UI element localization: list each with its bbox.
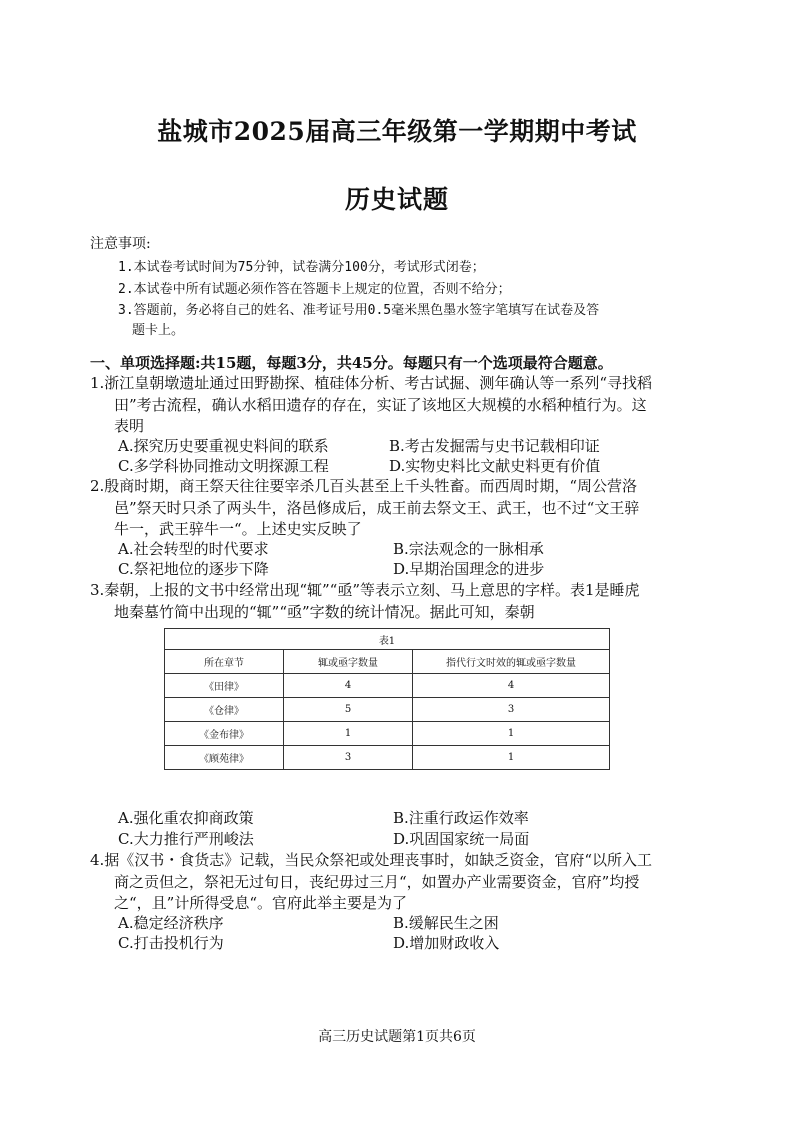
table-cell: 4 xyxy=(413,674,610,698)
option-d: D.增加财政收入 xyxy=(393,934,500,952)
section-heading: 一、单项选择题:共15题，每题3分，共45分。每题只有一个选项最符合题意。 xyxy=(90,354,613,372)
table-caption: 表1 xyxy=(165,629,610,650)
question-stem: 表明 xyxy=(114,417,145,435)
table-cell: 《顾苑律》 xyxy=(165,746,284,770)
option-b: B.考古发掘需与史书记载相印证 xyxy=(389,437,600,455)
option-d: D.巩固国家统一局面 xyxy=(393,830,530,848)
option-c: C.大力推行严刑峻法 xyxy=(118,830,254,848)
option-c: C.祭祀地位的逐步下降 xyxy=(118,560,269,578)
question-3 xyxy=(90,580,710,623)
question-stem: 3.秦朝，上报的文书中经常出现“辄”“亟”等表示立刻、马上意思的字样。表1是睡虎 xyxy=(90,581,640,599)
table-row xyxy=(165,698,610,722)
question-stem: 邑”祭天时只杀了两头牛，洛邑修成后，成王前去祭文王、武王，也不过“文王骍 xyxy=(114,498,640,517)
table-cell: 《田律》 xyxy=(165,674,284,698)
table-1 xyxy=(164,628,610,770)
option-b: B.注重行政运作效率 xyxy=(393,809,529,827)
table-cell: 4 xyxy=(284,674,413,698)
table-cell: 1 xyxy=(413,722,610,746)
option-d: D.实物史料比文献史料更有价值 xyxy=(389,457,601,475)
table-row xyxy=(165,746,610,770)
exam-title: 盐城市2025届高三年级第一学期期中考试 xyxy=(157,117,637,146)
option-a: A.探究历史要重视史料间的联系 xyxy=(118,437,329,455)
question-stem: 商之贡但之，祭祀无过旬日，丧纪毋过三月“，如置办产业需要资金，官府”均授 xyxy=(114,872,640,891)
option-a: A.稳定经济秩序 xyxy=(118,914,224,932)
table-header: 指代行文时效的辄或亟字数量 xyxy=(413,650,610,674)
note-item: 题卡上。 xyxy=(132,323,185,338)
question-stem: 4.据《汉书・食货志》记载，当民众祭祀或处理丧事时，如缺乏资金，官府“以所入工 xyxy=(90,851,652,869)
question-stem: 之“，且”计所得受息“。官府此举主要是为了 xyxy=(114,894,408,912)
option-a: A.强化重农抑商政策 xyxy=(118,809,254,827)
option-d: D.早期治国理念的进步 xyxy=(393,560,545,578)
question-stem: 牛一，武王骍牛一“。上述史实反映了 xyxy=(114,520,362,538)
question-4 xyxy=(90,850,710,915)
exam-subtitle: 历史试题 xyxy=(344,185,449,214)
table-header: 辄或亟字数量 xyxy=(284,650,413,674)
option-b: B.缓解民生之困 xyxy=(393,914,499,932)
option-c: C.多学科协同推动文明探源工程 xyxy=(118,457,329,475)
question-stem: 1.浙江皇朝墩遗址通过田野勘探、植硅体分析、考古试掘、测年确认等一系列“寻找稻 xyxy=(90,374,652,392)
note-item: 2.本试卷中所有试题必须作答在答题卡上规定的位置，否则不给分； xyxy=(118,282,511,297)
table-cell: 1 xyxy=(413,746,610,770)
question-stem: 2.殷商时期，商王祭天往往要宰杀几百头甚至上千头牲畜。而西周时期，“周公营洛 xyxy=(90,477,637,495)
table-cell: 1 xyxy=(284,722,413,746)
table-cell: 3 xyxy=(413,698,610,722)
option-a: A.社会转型的时代要求 xyxy=(118,540,269,558)
option-b: B.宗法观念的一脉相承 xyxy=(393,540,544,558)
table-cell: 《仓律》 xyxy=(165,698,284,722)
question-2 xyxy=(90,476,710,541)
question-1 xyxy=(90,373,710,438)
note-item: 1.本试卷考试时间为75分钟，试卷满分100分，考试形式闭卷； xyxy=(118,260,485,275)
question-stem: 田”考古流程，确认水稻田遗存的存在，实证了该地区大规模的水稻种植行为。这 xyxy=(114,395,647,414)
notes-heading: 注意事项: xyxy=(90,236,151,252)
table-row xyxy=(165,722,610,746)
option-c: C.打击投机行为 xyxy=(118,934,224,952)
page-footer: 高三历史试题第1页共6页 xyxy=(318,1029,476,1045)
table-cell: 《金布律》 xyxy=(165,722,284,746)
table-cell: 5 xyxy=(284,698,413,722)
table-cell: 3 xyxy=(284,746,413,770)
table-row xyxy=(165,674,610,698)
table-header: 所在章节 xyxy=(165,650,284,674)
note-item: 3.答题前，务必将自己的姓名、准考证号用0.5毫米黑色墨水签字笔填写在试卷及答 xyxy=(118,303,600,318)
question-stem: 地秦墓竹简中出现的“辄”“亟”字数的统计情况。据此可知，秦朝 xyxy=(114,602,535,621)
